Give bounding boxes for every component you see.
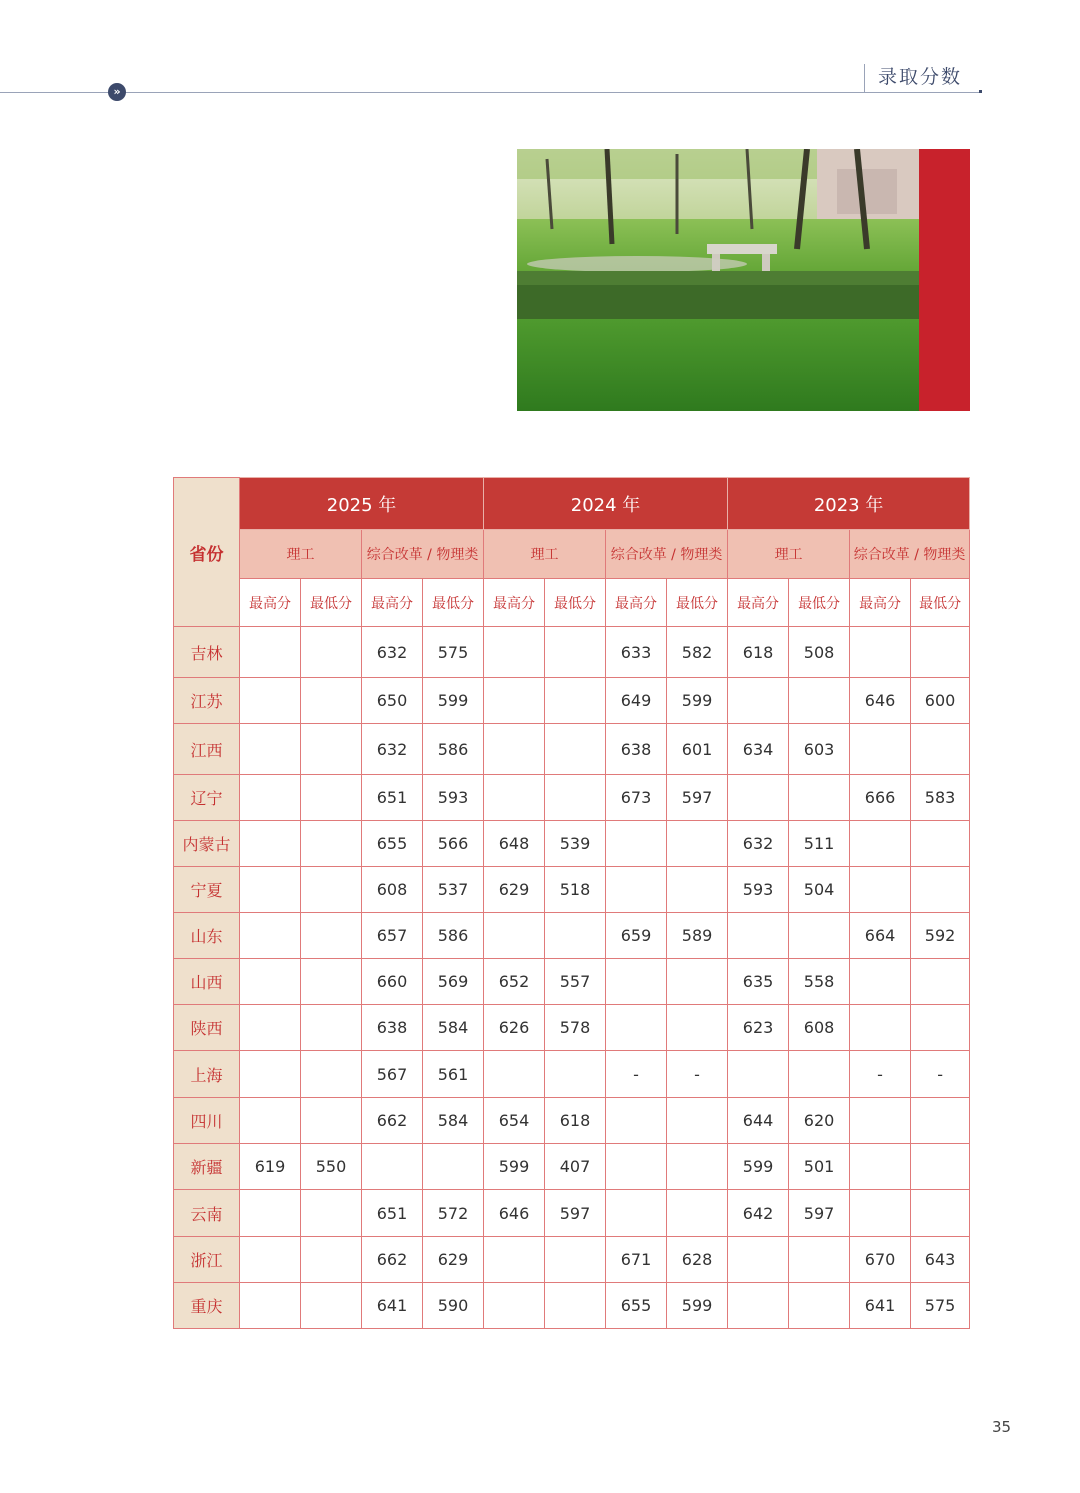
score-cell <box>301 867 362 913</box>
score-cell <box>362 1144 423 1190</box>
score-cell: 648 <box>484 821 545 867</box>
score-cell <box>606 867 667 913</box>
score-cell <box>301 775 362 821</box>
score-cell: 644 <box>728 1098 789 1144</box>
score-cell: 662 <box>362 1098 423 1144</box>
table-row <box>174 775 970 821</box>
score-subheader: 最低分 <box>545 579 606 627</box>
score-cell <box>911 821 970 867</box>
score-cell <box>301 678 362 724</box>
score-cell <box>240 1051 301 1098</box>
score-subheader: 最高分 <box>728 579 789 627</box>
category-header-row <box>174 530 970 579</box>
score-cell: 655 <box>362 821 423 867</box>
score-cell: 599 <box>484 1144 545 1190</box>
score-cell <box>667 959 728 1005</box>
score-cell: 608 <box>789 1005 850 1051</box>
table-row <box>174 1051 970 1098</box>
score-cell <box>850 1144 911 1190</box>
score-subheader: 最低分 <box>789 579 850 627</box>
province-cell: 江苏 <box>174 678 240 724</box>
score-cell <box>240 678 301 724</box>
table-row <box>174 724 970 775</box>
table-row <box>174 959 970 1005</box>
score-cell <box>545 1237 606 1283</box>
score-cell: 575 <box>423 627 484 678</box>
score-cell <box>850 627 911 678</box>
score-cell <box>667 1190 728 1237</box>
province-cell: 江西 <box>174 724 240 775</box>
province-cell: 宁夏 <box>174 867 240 913</box>
score-cell: 632 <box>362 724 423 775</box>
score-cell <box>850 724 911 775</box>
score-cell: 657 <box>362 913 423 959</box>
score-cell: 623 <box>728 1005 789 1051</box>
score-cell: 633 <box>606 627 667 678</box>
score-cell <box>911 959 970 1005</box>
score-cell <box>545 678 606 724</box>
province-cell: 陕西 <box>174 1005 240 1051</box>
page-number: 35 <box>992 1418 1012 1436</box>
score-cell: 646 <box>850 678 911 724</box>
score-cell: 511 <box>789 821 850 867</box>
score-cell: 583 <box>911 775 970 821</box>
score-cell: 597 <box>667 775 728 821</box>
score-cell: - <box>606 1051 667 1098</box>
score-cell: 620 <box>789 1098 850 1144</box>
score-cell: 618 <box>545 1098 606 1144</box>
table-row <box>174 627 970 678</box>
score-cell: 586 <box>423 724 484 775</box>
score-cell <box>240 1283 301 1329</box>
score-cell: 608 <box>362 867 423 913</box>
score-cell: 582 <box>667 627 728 678</box>
score-cell <box>301 959 362 1005</box>
score-cell <box>301 1098 362 1144</box>
province-header: 省份 <box>174 478 240 627</box>
score-cell: 649 <box>606 678 667 724</box>
score-subheader: 最高分 <box>606 579 667 627</box>
score-cell: 619 <box>240 1144 301 1190</box>
score-cell <box>850 867 911 913</box>
header-rule <box>0 92 980 93</box>
score-cell <box>606 1144 667 1190</box>
score-subheader: 最高分 <box>362 579 423 627</box>
score-cell: 597 <box>789 1190 850 1237</box>
score-cell <box>301 1283 362 1329</box>
score-cell <box>667 821 728 867</box>
score-cell: 504 <box>789 867 850 913</box>
score-cell: 599 <box>423 678 484 724</box>
province-cell: 云南 <box>174 1190 240 1237</box>
score-cell: 634 <box>728 724 789 775</box>
score-cell <box>240 1190 301 1237</box>
category-header: 理工 <box>484 530 606 579</box>
score-cell: 659 <box>606 913 667 959</box>
score-cell <box>850 959 911 1005</box>
score-cell: 673 <box>606 775 667 821</box>
score-cell: 572 <box>423 1190 484 1237</box>
score-cell <box>789 1051 850 1098</box>
score-cell <box>301 913 362 959</box>
score-cell <box>545 627 606 678</box>
score-cell <box>301 1051 362 1098</box>
section-title: 录取分数 <box>878 66 963 88</box>
score-cell <box>850 1190 911 1237</box>
admission-score-table <box>173 477 970 1329</box>
score-cell: 629 <box>484 867 545 913</box>
header-divider <box>864 64 865 92</box>
table-row <box>174 913 970 959</box>
score-cell: 566 <box>423 821 484 867</box>
score-cell: 593 <box>423 775 484 821</box>
score-cell <box>728 678 789 724</box>
score-cell <box>301 724 362 775</box>
score-cell <box>240 959 301 1005</box>
score-cell <box>667 1098 728 1144</box>
score-cell: 550 <box>301 1144 362 1190</box>
score-cell: 641 <box>362 1283 423 1329</box>
category-header: 综合改革 / 物理类 <box>606 530 728 579</box>
score-cell: 603 <box>789 724 850 775</box>
score-cell <box>484 1237 545 1283</box>
score-cell <box>606 1005 667 1051</box>
score-cell: 618 <box>728 627 789 678</box>
table-row <box>174 1098 970 1144</box>
score-cell <box>911 724 970 775</box>
score-cell <box>789 678 850 724</box>
score-cell: 650 <box>362 678 423 724</box>
year-header-row <box>174 478 970 530</box>
score-cell: 660 <box>362 959 423 1005</box>
score-cell <box>240 867 301 913</box>
score-cell: 586 <box>423 913 484 959</box>
score-cell: 599 <box>728 1144 789 1190</box>
score-cell: 666 <box>850 775 911 821</box>
score-cell: 584 <box>423 1098 484 1144</box>
score-cell <box>484 678 545 724</box>
score-cell <box>728 1283 789 1329</box>
score-cell <box>850 821 911 867</box>
score-cell: 651 <box>362 775 423 821</box>
score-cell: 590 <box>423 1283 484 1329</box>
province-cell: 浙江 <box>174 1237 240 1283</box>
score-cell: 537 <box>423 867 484 913</box>
score-cell <box>606 1190 667 1237</box>
score-cell <box>850 1005 911 1051</box>
score-cell <box>240 1005 301 1051</box>
table-row <box>174 1005 970 1051</box>
score-cell: 600 <box>911 678 970 724</box>
score-cell <box>484 775 545 821</box>
score-cell <box>240 821 301 867</box>
score-cell <box>911 1005 970 1051</box>
score-cell <box>545 1051 606 1098</box>
subheader-row <box>174 579 970 627</box>
score-cell: 592 <box>911 913 970 959</box>
score-cell <box>606 821 667 867</box>
province-cell: 吉林 <box>174 627 240 678</box>
red-accent-bar <box>919 149 970 411</box>
score-cell <box>545 775 606 821</box>
score-cell: - <box>667 1051 728 1098</box>
score-subheader: 最低分 <box>667 579 728 627</box>
score-cell: 651 <box>362 1190 423 1237</box>
score-cell: 557 <box>545 959 606 1005</box>
score-cell <box>911 1190 970 1237</box>
score-subheader: 最低分 <box>423 579 484 627</box>
score-cell <box>545 1283 606 1329</box>
score-cell: 508 <box>789 627 850 678</box>
score-cell: 629 <box>423 1237 484 1283</box>
table-row <box>174 678 970 724</box>
score-cell <box>545 913 606 959</box>
year-header: 2023 年 <box>728 478 970 530</box>
score-subheader: 最高分 <box>484 579 545 627</box>
score-cell: 638 <box>362 1005 423 1051</box>
score-cell <box>301 1005 362 1051</box>
score-cell <box>667 1144 728 1190</box>
score-cell <box>484 627 545 678</box>
score-cell: 626 <box>484 1005 545 1051</box>
score-cell: 567 <box>362 1051 423 1098</box>
score-cell <box>240 1237 301 1283</box>
score-cell <box>606 959 667 1005</box>
score-cell <box>240 627 301 678</box>
score-cell: 643 <box>911 1237 970 1283</box>
score-cell: 642 <box>728 1190 789 1237</box>
score-cell <box>301 821 362 867</box>
score-cell <box>667 1005 728 1051</box>
score-cell <box>911 627 970 678</box>
province-cell: 辽宁 <box>174 775 240 821</box>
score-cell: 575 <box>911 1283 970 1329</box>
score-cell <box>240 1098 301 1144</box>
table-row <box>174 1283 970 1329</box>
score-cell <box>606 1098 667 1144</box>
province-cell: 山东 <box>174 913 240 959</box>
score-cell: 569 <box>423 959 484 1005</box>
score-cell <box>728 1051 789 1098</box>
score-cell: 407 <box>545 1144 606 1190</box>
score-cell <box>240 775 301 821</box>
score-cell: 632 <box>362 627 423 678</box>
table-row <box>174 867 970 913</box>
score-cell: 589 <box>667 913 728 959</box>
score-cell <box>301 1190 362 1237</box>
score-cell <box>728 1237 789 1283</box>
score-cell: 664 <box>850 913 911 959</box>
score-cell: 641 <box>850 1283 911 1329</box>
score-cell <box>240 724 301 775</box>
score-cell: 539 <box>545 821 606 867</box>
province-cell: 四川 <box>174 1098 240 1144</box>
score-cell: 584 <box>423 1005 484 1051</box>
score-cell <box>667 867 728 913</box>
double-chevron-right-icon: » <box>108 83 126 101</box>
category-header: 综合改革 / 物理类 <box>362 530 484 579</box>
score-cell: 561 <box>423 1051 484 1098</box>
score-cell <box>911 867 970 913</box>
table-row <box>174 1190 970 1237</box>
score-cell: 654 <box>484 1098 545 1144</box>
province-cell: 上海 <box>174 1051 240 1098</box>
score-cell: - <box>911 1051 970 1098</box>
score-cell: 646 <box>484 1190 545 1237</box>
score-cell <box>484 1051 545 1098</box>
province-cell: 新疆 <box>174 1144 240 1190</box>
score-cell <box>911 1098 970 1144</box>
score-cell <box>789 775 850 821</box>
score-cell: 671 <box>606 1237 667 1283</box>
category-header: 理工 <box>240 530 362 579</box>
score-subheader: 最低分 <box>911 579 970 627</box>
score-cell <box>484 913 545 959</box>
score-cell <box>789 1283 850 1329</box>
score-cell: 632 <box>728 821 789 867</box>
score-subheader: 最高分 <box>850 579 911 627</box>
score-cell: 593 <box>728 867 789 913</box>
score-cell: 662 <box>362 1237 423 1283</box>
table-row <box>174 821 970 867</box>
score-cell: 518 <box>545 867 606 913</box>
score-cell: 635 <box>728 959 789 1005</box>
score-cell <box>850 1098 911 1144</box>
score-cell <box>301 1237 362 1283</box>
table-row <box>174 1237 970 1283</box>
score-cell <box>240 913 301 959</box>
score-cell: 501 <box>789 1144 850 1190</box>
table-row <box>174 1144 970 1190</box>
score-cell: 599 <box>667 1283 728 1329</box>
category-header: 理工 <box>728 530 850 579</box>
score-subheader: 最低分 <box>301 579 362 627</box>
score-cell: 638 <box>606 724 667 775</box>
campus-photo <box>517 149 970 411</box>
score-cell: - <box>850 1051 911 1098</box>
score-cell: 578 <box>545 1005 606 1051</box>
score-cell: 670 <box>850 1237 911 1283</box>
score-cell <box>911 1144 970 1190</box>
score-cell: 599 <box>667 678 728 724</box>
title-dot <box>979 90 982 93</box>
score-cell <box>484 1283 545 1329</box>
score-cell <box>301 627 362 678</box>
score-cell <box>545 724 606 775</box>
year-header: 2025 年 <box>240 478 484 530</box>
score-cell: 597 <box>545 1190 606 1237</box>
year-header: 2024 年 <box>484 478 728 530</box>
score-cell: 655 <box>606 1283 667 1329</box>
score-cell: 652 <box>484 959 545 1005</box>
score-subheader: 最高分 <box>240 579 301 627</box>
score-cell <box>423 1144 484 1190</box>
campus-lawn-image <box>517 149 919 411</box>
score-cell <box>789 913 850 959</box>
province-cell: 山西 <box>174 959 240 1005</box>
score-cell <box>728 775 789 821</box>
score-cell: 558 <box>789 959 850 1005</box>
province-cell: 重庆 <box>174 1283 240 1329</box>
category-header: 综合改革 / 物理类 <box>850 530 970 579</box>
score-cell <box>728 913 789 959</box>
score-cell <box>484 724 545 775</box>
province-cell: 内蒙古 <box>174 821 240 867</box>
score-cell: 601 <box>667 724 728 775</box>
score-cell <box>789 1237 850 1283</box>
score-cell: 628 <box>667 1237 728 1283</box>
